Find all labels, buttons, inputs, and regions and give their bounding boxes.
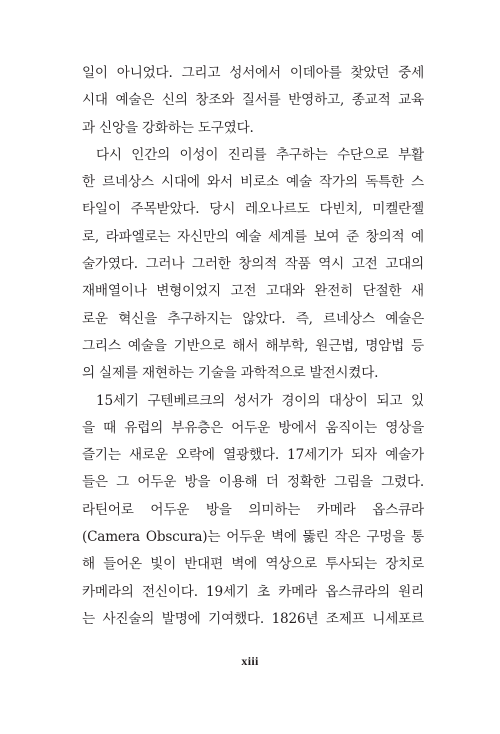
text-line: 을 때 유럽의 부유층은 어두운 방에서 움직이는 영상을 [82, 419, 424, 436]
text-line: 과 신앙을 강화하는 도구였다. [82, 119, 254, 136]
text-line: 재배열이나 변형이었지 고전 고대와 완전히 단절한 새 [82, 283, 424, 300]
paragraph [82, 388, 424, 634]
text-line: 로운 혁신을 추구하지는 않았다. 즉, 르네상스 예술은 [82, 310, 424, 327]
text-line: (Camera Obscura)는 어두운 벽에 뚫린 작은 구멍을 통 [82, 529, 424, 546]
text-line: 들은 그 어두운 방을 이용해 더 정확한 그림을 그렸다. [82, 474, 424, 491]
text-line: 로, 라파엘로는 자신만의 예술 세계를 보여 준 창의적 예 [82, 228, 424, 245]
text-line: 그리스 예술을 기반으로 해서 해부학, 원근법, 명암법 등 [82, 337, 424, 354]
text-line: 라틴어로 어두운 방을 의미하는 카메라 옵스큐라 [82, 501, 424, 518]
text-line: 술가였다. 그러나 그러한 창의적 작품 역시 고전 고대의 [82, 256, 424, 273]
text-line: 는 사진술의 발명에 기여했다. 1826년 조제프 니세포르 [82, 610, 424, 627]
text-line: 카메라의 전신이다. 19세기 초 카메라 옵스큐라의 원리 [82, 583, 424, 600]
text-line: 즐기는 새로운 오락에 열광했다. 17세기가 되자 예술가 [82, 447, 424, 464]
text-line: 시대 예술은 신의 창조와 질서를 반영하고, 종교적 교육 [82, 92, 424, 109]
text-line: 해 들어온 빛이 반대편 벽에 역상으로 투사되는 장치로 [82, 556, 424, 573]
body-text [82, 60, 424, 633]
page-number: xiii [241, 654, 259, 668]
text-line: 의 실제를 재현하는 기술을 과학적으로 발전시켰다. [82, 365, 379, 382]
text-line: 일이 아니었다. 그리고 성서에서 이데아를 찾았던 중세 [82, 65, 424, 81]
text-line: 한 르네상스 시대에 와서 비로소 예술 작가의 독특한 스 [82, 174, 424, 191]
text-line: 15세기 구텐베르크의 성서가 경이의 대상이 되고 있 [96, 392, 424, 409]
text-line: 타일이 주목받았다. 당시 레오나르도 다빈치, 미켈란젤 [82, 201, 424, 218]
paragraph [82, 60, 424, 142]
paragraph [82, 142, 424, 388]
text-line: 다시 인간의 이성이 진리를 추구하는 수단으로 부활 [96, 146, 424, 163]
